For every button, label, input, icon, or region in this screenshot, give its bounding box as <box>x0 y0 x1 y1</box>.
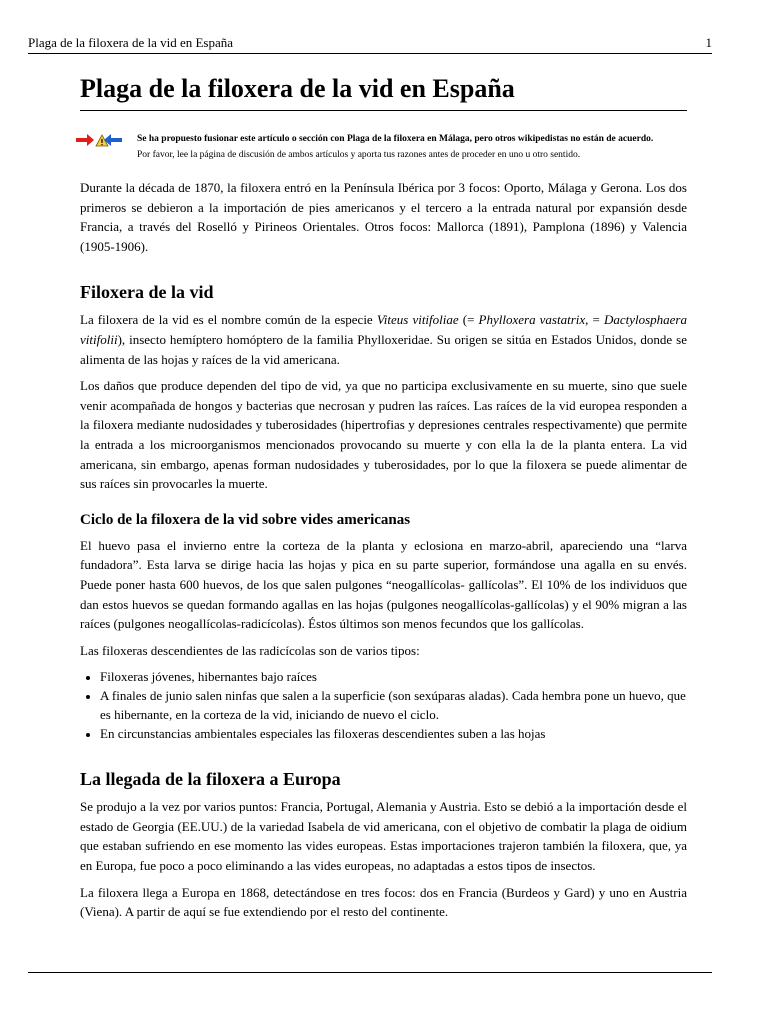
running-title: Plaga de la filoxera de la vid en España <box>28 35 234 50</box>
section-heading-filoxera: Filoxera de la vid <box>80 282 214 303</box>
subsection-ciclo-paragraph-2: Las filoxeras descendientes de las radicícolas son de varios tipos: <box>80 642 420 658</box>
merge-notice <box>80 131 687 163</box>
section-filoxera-paragraph-1: La filoxera de la vid es el nombre común de la especie Viteus vitifoliae (= Phylloxera vastatrix, = Dactylosphaera vitifolii), insecto hemíptero homóptero de la familia Phylloxeridae. Su origen se sitúa en Estados Unidos, donde se alimenta de las hojas y raíces de la vid americana. <box>80 312 687 367</box>
section-europa-paragraph-1: Se produjo a la vez por varios puntos: Francia, Portugal, Alemania y Austria. Esto se debió a la importación desde el estado de Georgia (EE.UU.) de la variedad Isabela de vid americana, con el objetivo de combatir la plaga de oidium que estaban sufriendo en ese momento las vides europeas. Estas importaciones trajeron también la filoxera, que, ya en Europa, fue poco a poco eliminando a las vides europeas, no adaptadas a estos tipos de insectos. <box>80 799 687 874</box>
synonym-name-1: Phylloxera vastatrix <box>478 312 586 328</box>
species-name: Viteus vitifoliae <box>376 312 459 328</box>
radicicolas-list <box>80 667 687 743</box>
section-heading-europa: La llegada de la filoxera a Europa <box>80 769 341 790</box>
article-title: Plaga de la filoxera de la vid en España <box>80 72 687 111</box>
subsection-heading-ciclo: Ciclo de la filoxera de la vid sobre vides americanas <box>80 511 411 528</box>
page-number: 1 <box>705 35 712 50</box>
list-item: • Filoxeras jóvenes, hibernantes bajo raíces <box>100 667 687 686</box>
subsection-ciclo-paragraph-1: El huevo pasa el invierno entre la corteza de la planta y eclosiona en marzo-abril, apareciendo una “larva fundadora”. Esta larva se dirige hacia las hojas y pica en su parte superior, formándose una agalla en su envés. Puede poner hasta 600 huevos, de los que salen pulgones “neogallícolas- gallícolas”. El 10% de los individuos que dan estos huevos se quedan formando agallas en las hojas (pulgones neogallícolas-gallícolas) y el 90% migran a las raíces (pulgones neogallícolas-radicícolas). Éstos últimos son menos fecundos que los gallícolas. <box>80 537 687 632</box>
notice-text-bold: Se ha propuesto fusionar este artículo o sección con Plaga de la filoxera en Málaga, pero otros wikipedistas no están de acuerdo. <box>137 134 654 144</box>
list-item: • En circunstancias ambientales especiales las filoxeras descendientes suben a las hojas <box>100 724 687 743</box>
intro-paragraph: Durante la década de 1870, la filoxera entró en la Península Ibérica por 3 focos: Oporto, Málaga y Gerona. Los dos primeros se debieron a la importación de pies americanos y el tercero a la entrada natural por expansión desde Francia, a través del Roselló y Pirineos Orientales. Otros focos: Mallorca (1891), Pamplona (1896) y Valencia (1905-1906). <box>80 180 687 254</box>
notice-text: Por favor, lee la página de discusión de ambos artículos y aporta tus razones antes de proceder en uno u otro sentido. <box>137 150 581 160</box>
running-header <box>28 34 712 54</box>
article <box>80 72 687 929</box>
list-item: • A finales de junio salen ninfas que salen a la superficie (son sexúparas aladas). Cada hembra pone un huevo, que es hibernante, en la corteza de la vid, iniciando de nuevo el ciclo. <box>100 686 687 724</box>
merge-icon <box>76 133 122 153</box>
synonym-name-2: Dactylosphaera vitifolii <box>80 312 687 347</box>
page-footer-rule <box>28 972 712 973</box>
section-europa-paragraph-2: La filoxera llega a Europa en 1868, detectándose en tres focos: dos en Francia (Burdeos y Gard) y uno en Austria (Viena). A partir de aquí se fue extendiendo por el resto del continente. <box>80 884 687 920</box>
section-filoxera-paragraph-2: Los daños que produce dependen del tipo de vid, ya que no participa exclusivamente en su muerte, sino que suele venir acompañada de hongos y bacterias que necrosan y pudren las raíces. Las raíces de la vid europea responden a la filoxera mediante nudosidades y tuberosidades (hipertrofias y depresiones centrales respectivamente) que permite la entrada a los microorganismos mencionados provocando su muerte y con ella la de la planta entera. La vid americana, sin embargo, apenas forman nudosidades y tuberosidades, por lo que la filoxera se puede alimentar de sus raíces sin provocarles la muerte. <box>80 378 687 492</box>
